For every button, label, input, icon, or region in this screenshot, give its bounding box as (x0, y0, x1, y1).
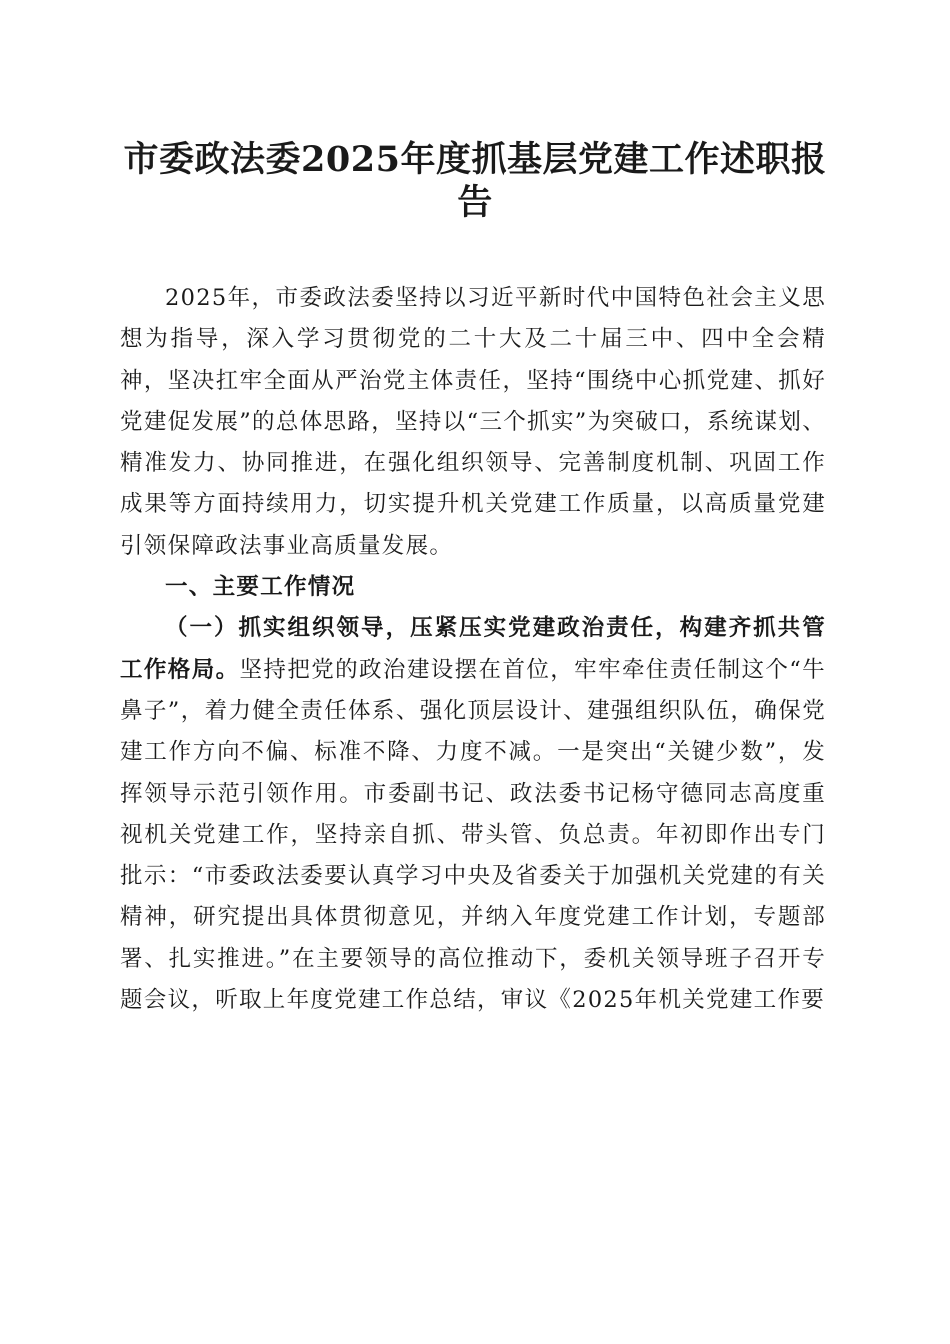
subsection-body: 坚持把党的政治建设摆在首位，牢牢牵住责任制这个“牛鼻子”，着力健全责任体系、强化顶层设计、建强组织队伍，确保党建工作方向不偏、标准不降、力度不减。一是突出“关键少数”，发挥领导示范引领作用。市委副书记、政法委书记杨守德同志高度重视机关党建工作，坚持亲自抓、带头管、负总责。年初即作出专门批示：“市委政法委要认真学习中央及省委关于加强机关党建的有关精神，研究提出具体贯彻意见，并纳入年度党建工作计划，专题部署、扎实推进。”在主要领导的高位推动下，委机关领导班子召开专题会议，听取上年度党建工作总结，审议《2025年机关党建工作要 (120, 656, 826, 1014)
subsection-paragraph (120, 608, 826, 1021)
document-title: 市委政法委2025年度抓基层党建工作述职报告 (123, 139, 827, 223)
document-body (120, 278, 826, 1021)
section-heading: 一、主要工作情况 (165, 574, 356, 601)
intro-paragraph: 2025年，市委政法委坚持以习近平新时代中国特色社会主义思想为指导，深入学习贯彻党的二十大及二十届三中、四中全会精神，坚决扛牢全面从严治党主体责任，坚持“围绕中心抓党建、抓好党建促发展”的总体思路，坚持以“三个抓实”为突破口，系统谋划、精准发力、协同推进，在强化组织领导、完善制度机制、巩固工作成果等方面持续用力，切实提升机关党建工作质量，以高质量党建引领保障政法事业高质量发展。 (120, 285, 826, 559)
subsection-lead: （一）抓实组织领导，压紧压实党建政治责任，构建齐抓共管工作格局。 (120, 615, 826, 683)
